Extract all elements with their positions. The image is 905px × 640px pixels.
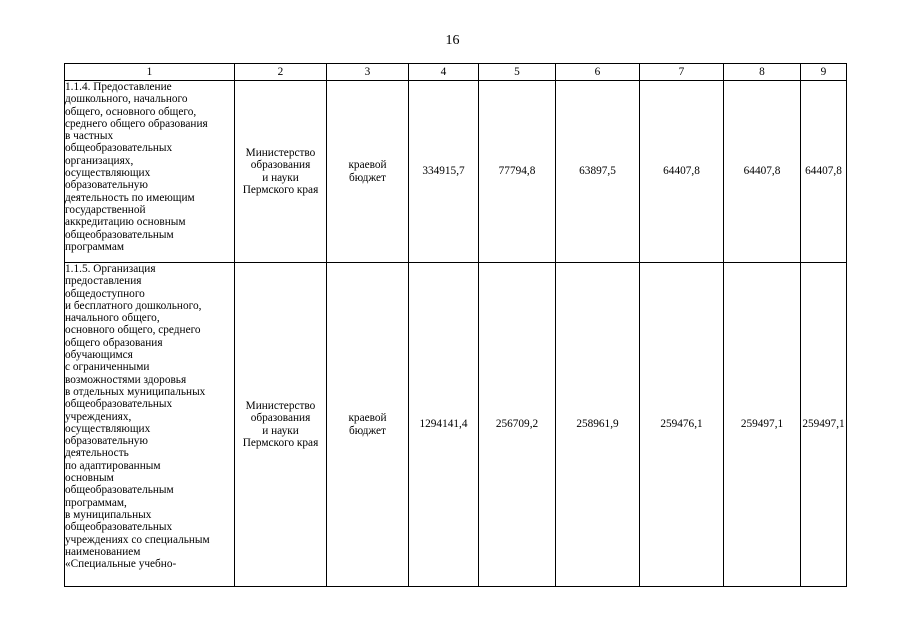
page-number: 16	[445, 33, 460, 48]
measure-name-cell-line: в отдельных муниципальных	[65, 385, 206, 398]
measure-name-cell-line: деятельность по имеющим	[65, 191, 195, 204]
measure-name-cell-line: программам	[65, 240, 125, 253]
amount-cell: 259497,1	[801, 263, 847, 587]
measure-name-cell-line: учреждениях,	[65, 410, 132, 423]
column-header: 9	[801, 64, 847, 81]
measure-name-cell-line: образовательную	[65, 435, 148, 448]
column-header: 6	[556, 64, 640, 81]
measure-name-cell-line: основного общего, среднего	[65, 324, 201, 337]
measure-name-cell-line: общеобразовательных	[65, 521, 173, 534]
column-header: 5	[479, 64, 556, 81]
amount-cell: 334915,7	[409, 81, 479, 263]
amount-cell: 64407,8	[640, 81, 724, 263]
measure-name-cell	[65, 263, 235, 587]
measure-name-cell-line: и бесплатного дошкольного,	[65, 299, 202, 312]
amount-cell: 64407,8	[724, 81, 801, 263]
measure-name-cell-line: 1.1.5. Организация	[65, 263, 156, 275]
measure-name-cell-line: «Специальные учебно-	[65, 558, 177, 571]
table-row	[65, 263, 847, 587]
measure-name-cell-line: наименованием	[65, 545, 141, 558]
column-header: 3	[327, 64, 409, 81]
measure-name-cell-line: 1.1.4. Предоставление	[65, 81, 172, 93]
amount-cell: 1294141,4	[409, 263, 479, 587]
measure-name-cell-line: возможностями здоровья	[65, 373, 187, 386]
measure-name-cell-line: в частных	[65, 130, 114, 143]
column-header: 4	[409, 64, 479, 81]
measure-name-cell-line: предоставления	[65, 275, 142, 288]
budget-table	[64, 63, 847, 587]
amount-cell: 259497,1	[724, 263, 801, 587]
measure-name-cell-line: основным	[65, 472, 114, 485]
funding-source-cell	[327, 263, 409, 587]
measure-name-cell-line: общеобразовательных	[65, 142, 173, 155]
measure-name-cell-line: с ограниченными	[65, 361, 150, 374]
executor-cell-line: Пермского края	[242, 436, 319, 449]
measure-name-cell-line: обучающимся	[65, 349, 133, 362]
amount-cell: 64407,8	[801, 81, 847, 263]
measure-name-cell-line: общеобразовательным	[65, 228, 174, 241]
funding-source-cell-line: краевой	[348, 412, 387, 425]
amount-cell: 256709,2	[479, 263, 556, 587]
executor-cell-line: Министерство	[245, 146, 316, 159]
measure-name-cell-line: аккредитацию основным	[65, 216, 186, 229]
measure-name-cell-line: в муниципальных	[65, 508, 152, 521]
funding-source-cell-line: бюджет	[349, 171, 386, 184]
measure-name-cell-line: программам,	[65, 496, 127, 509]
amount-cell: 77794,8	[479, 81, 556, 263]
funding-source-cell-line: бюджет	[349, 424, 386, 437]
measure-name-cell-line: общего образования	[65, 336, 163, 349]
measure-name-cell-line: среднего общего образования	[65, 117, 208, 130]
measure-name-cell-line: осуществляющих	[65, 167, 151, 180]
measure-name-cell-line: государственной	[65, 203, 146, 216]
column-header: 1	[65, 64, 235, 81]
executor-cell	[235, 81, 327, 263]
measure-name-cell-line: образовательную	[65, 179, 148, 192]
amount-cell: 258961,9	[556, 263, 640, 587]
executor-cell-line: образования	[250, 159, 311, 172]
amount-cell: 63897,5	[556, 81, 640, 263]
measure-name-cell-line: общего, основного общего,	[65, 105, 197, 118]
measure-name-cell-line: по адаптированным	[65, 459, 161, 472]
measure-name-cell-line: общедоступного	[65, 287, 145, 300]
executor-cell	[235, 263, 327, 587]
executor-cell-line: и науки	[262, 171, 299, 184]
measure-name-cell-line: организациях,	[65, 154, 134, 167]
measure-name-cell	[65, 81, 235, 263]
measure-name-cell-line: начального общего,	[65, 312, 160, 325]
table-row	[65, 81, 847, 263]
measure-name-cell-line: учреждениях со специальным	[65, 533, 210, 546]
funding-source-cell-line: краевой	[348, 159, 387, 172]
column-header: 8	[724, 64, 801, 81]
measure-name-cell-line: общеобразовательных	[65, 398, 173, 411]
measure-name-cell-line: дошкольного, начального	[65, 93, 188, 106]
executor-cell-line: образования	[250, 412, 311, 425]
executor-cell-line: и науки	[262, 424, 299, 437]
executor-cell-line: Министерство	[245, 399, 316, 412]
header-row	[65, 64, 847, 81]
executor-cell-line: Пермского края	[242, 183, 319, 196]
measure-name-cell-line: деятельность	[65, 447, 129, 460]
column-header: 2	[235, 64, 327, 81]
measure-name-cell-line: общеобразовательным	[65, 484, 174, 497]
funding-source-cell	[327, 81, 409, 263]
amount-cell: 259476,1	[640, 263, 724, 587]
measure-name-cell-line: осуществляющих	[65, 422, 151, 435]
column-header: 7	[640, 64, 724, 81]
